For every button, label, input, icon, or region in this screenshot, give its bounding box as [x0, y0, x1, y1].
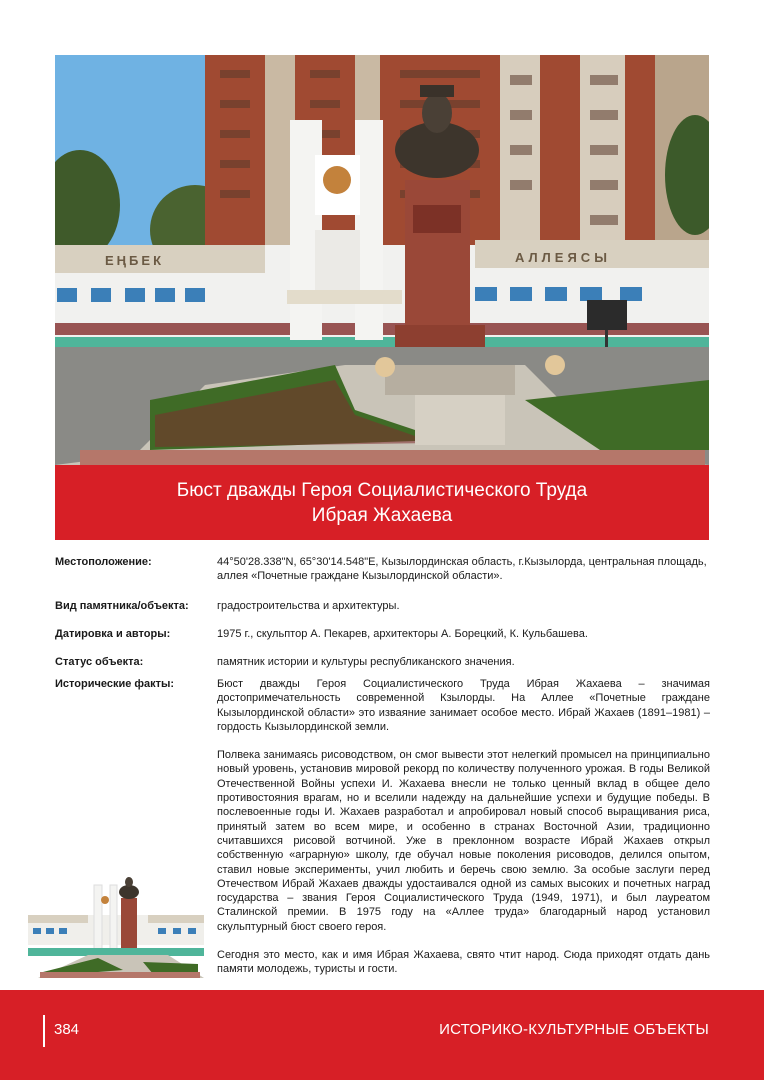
- title-banner: [55, 465, 709, 540]
- location-value: 44°50'28.338"N, 65°30'14.548"E, Кызылординская область, г.Кызылорда, центральная площадь, аллея «Почетные граждане Кызылординской области».: [217, 556, 707, 583]
- dating-value: 1975 г., скульптор А. Пекарев, архитекторы А. Борецкий, К. Кульбашева.: [217, 628, 588, 640]
- dating-label: Датировка и авторы:: [55, 628, 171, 640]
- facts-paragraph-2: Полвека занимаясь рисоводством, он смог вывести этот нелегкий промысел на принципиально новый уровень, установив мировой рекорд по количеству полученного урожая. В годы Великой Отечественной Войны успехи И. Жахаева внесли не только ценный вклад в общее дело противостояния врагам, но и вселили надежду на дальнейшие успехи и будущие победы. В послевоенные годы И. Жахаев разработал и апробировал новый способ выращивания риса, принятый затем во всем мире, и особенно в странах Восточной Азии, традиционно считавшихся рисовой вотчиной. Уже в преклонном возрасте Ибрай Жахаев открыл собственную «аграрную» школу, где обучал новые поколения рисоводов, делился опытом, ставил новые эксперименты, учил любить и беречь свою землю. За особые заслуги перед Отечеством Ибрай Жахаев дважды удостаивался одной из самых высоких и почетных наград государства – звания Героя Социалистического Труда (1949, 1971), и был лауреатом Сталинской премии. В 1975 году на «Аллее труда» благодарный народ установил скульптурный бюст своего героя.: [217, 749, 710, 933]
- monument-photo-illustration: [55, 55, 709, 465]
- location-row: [55, 555, 710, 599]
- type-value: градостроительства и архитектуры.: [217, 600, 400, 612]
- facts-paragraph-1: Бюст дважды Героя Социалистического Труда Ибрая Жахаева – значимая достопримечательность современной Кзылорды. На Аллее «Почетные граждане Кызылординской области» это изваяние занимает особое место. Ибрай Жахаев (1891–1981) – гордость Кызылординской земли.: [217, 678, 710, 733]
- status-row: [55, 655, 710, 677]
- monument-thumbnail-illustration: [28, 870, 204, 978]
- type-row: [55, 599, 710, 627]
- sign-left-text: ЕҢБЕК: [105, 253, 165, 268]
- type-label: Вид памятника/объекта:: [55, 600, 189, 612]
- status-label: Статус объекта:: [55, 656, 144, 668]
- monument-photo: [55, 55, 709, 465]
- sign-right-text: АЛЛЕЯСЫ: [515, 250, 611, 265]
- page-title-line-1: Бюст дважды Героя Социалистического Труда: [176, 479, 588, 501]
- page-title-line-2: Ибрая Жахаева: [311, 504, 453, 526]
- dating-row: [55, 627, 710, 655]
- monument-thumbnail: [28, 870, 204, 978]
- location-label: Местоположение:: [55, 556, 152, 568]
- facts-label: Исторические факты:: [55, 678, 175, 690]
- footer-bar: [0, 990, 764, 1080]
- section-title: ИСТОРИКО-КУЛЬТУРНЫЕ ОБЪЕКТЫ: [439, 1021, 709, 1038]
- page-number: 384: [54, 1021, 80, 1038]
- facts-paragraph-3: Сегодня это место, как и имя Ибрая Жахаева, свято чтит народ. Сюда приходят отдать дань памяти молодежь, туристы и гости.: [217, 949, 710, 976]
- status-value: памятник истории и культуры республиканского значения.: [217, 656, 515, 668]
- facts-text: [217, 677, 710, 977]
- footer-divider: [43, 1015, 45, 1047]
